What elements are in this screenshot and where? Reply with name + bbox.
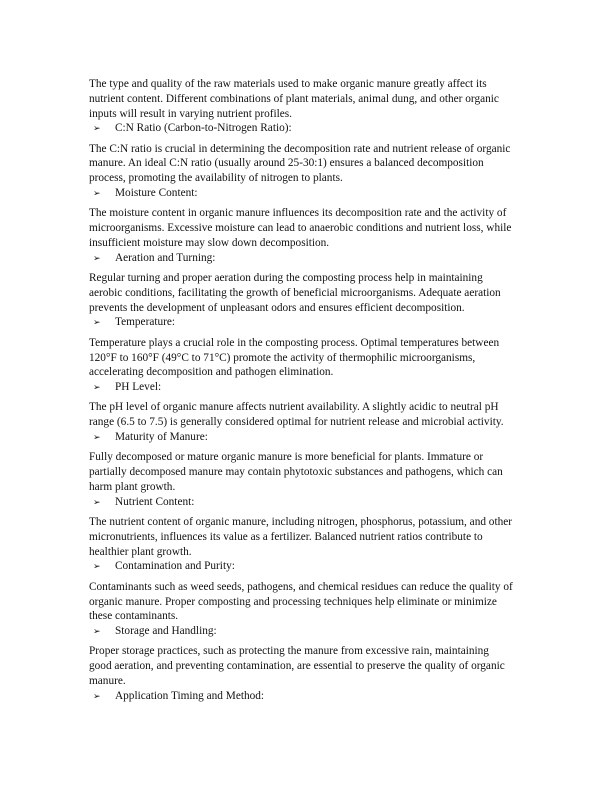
bullet-heading-text: Nutrient Content:	[115, 495, 195, 508]
paragraph	[89, 142, 559, 186]
paragraph-line: Regular turning and proper aeration during the composting process help in maintaining	[89, 272, 483, 285]
paragraph-line: The type and quality of the raw materials used to make organic manure greatly affect its	[89, 78, 487, 90]
bullet-heading	[89, 430, 559, 445]
bullet-heading	[89, 559, 559, 574]
arrow-bullet-icon: ➢	[93, 123, 101, 134]
bullet-heading	[89, 380, 559, 395]
paragraph-line: manure.	[89, 674, 126, 687]
paragraph-line: Fully decomposed or mature organic manure is more beneficial for plants. Immature or	[89, 451, 484, 464]
paragraph	[89, 400, 559, 430]
arrow-bullet-icon: ➢	[93, 690, 101, 701]
arrow-bullet-icon: ➢	[93, 496, 101, 507]
paragraph-line: prevents the development of unpleasant odors and ensures efficient decomposition.	[89, 301, 465, 314]
bullet-heading	[89, 624, 559, 639]
paragraph-line: The moisture content in organic manure influences its decomposition rate and the activity of	[89, 207, 507, 220]
bullet-heading-text: Storage and Handling:	[115, 625, 217, 638]
paragraph-line: organic manure. Proper composting and processing techniques help eliminate or minimize	[89, 595, 497, 608]
bullet-heading-text: Aeration and Turning:	[115, 251, 216, 264]
paragraph-line: Temperature plays a crucial role in the composting process. Optimal temperatures between	[89, 336, 500, 349]
arrow-bullet-icon: ➢	[93, 626, 101, 637]
bullet-heading-text: Contamination and Purity:	[115, 560, 235, 573]
bullet-heading	[89, 121, 559, 136]
arrow-bullet-icon: ➢	[93, 382, 101, 393]
paragraph	[89, 206, 559, 250]
paragraph-line: aerobic conditions, facilitating the growth of beneficial microorganisms. Adequate aeration	[89, 286, 501, 299]
bullet-heading	[89, 495, 559, 510]
paragraph-line: The pH level of organic manure affects nutrient availability. A slightly acidic to neutral pH	[89, 401, 499, 414]
paragraph-line: Proper storage practices, such as protecting the manure from excessive rain, maintaining	[89, 645, 489, 658]
paragraph-line: insufficient moisture may slow down decomposition.	[89, 236, 330, 249]
bullet-heading	[89, 315, 559, 330]
paragraph-line: these contaminants.	[89, 610, 179, 623]
bullet-heading-text: Application Timing and Method:	[115, 689, 265, 702]
bullet-heading	[89, 251, 559, 266]
bullet-heading-text: Moisture Content:	[115, 187, 198, 200]
bullet-heading	[89, 689, 559, 704]
paragraph	[89, 450, 559, 494]
arrow-bullet-icon: ➢	[93, 317, 101, 328]
bullet-heading-text: C:N Ratio (Carbon-to-Nitrogen Ratio):	[115, 122, 292, 135]
paragraph-line: healthier plant growth.	[89, 545, 192, 558]
paragraph-line: Contaminants such as weed seeds, pathogens, and chemical residues can reduce the quality of	[89, 580, 513, 593]
arrow-bullet-icon: ➢	[93, 188, 101, 199]
paragraph-line: 120°F to 160°F (49°C to 71°C) promote the activity of thermophilic microorganisms,	[89, 351, 476, 364]
bullet-heading-text: PH Level:	[115, 381, 162, 394]
paragraph-line: harm plant growth.	[89, 480, 176, 493]
paragraph-line: inputs will result in varying nutrient profiles.	[89, 107, 293, 120]
paragraph	[89, 77, 559, 121]
paragraph	[89, 515, 559, 559]
paragraph-line: range (6.5 to 7.5) is generally considered optimal for nutrient release and microbial activity.	[89, 416, 504, 429]
paragraph-line: accelerating decomposition and pathogen elimination.	[89, 366, 334, 379]
paragraph-line: manure. An ideal C:N ratio (usually around 25-30:1) ensures a balanced decomposition	[89, 157, 484, 170]
paragraph	[89, 580, 559, 624]
bullet-heading-text: Temperature:	[115, 316, 176, 329]
bullet-heading	[89, 186, 559, 201]
arrow-bullet-icon: ➢	[93, 561, 101, 572]
paragraph	[89, 271, 559, 315]
paragraph-line: The C:N ratio is crucial in determining the decomposition rate and nutrient release of organic	[89, 142, 511, 155]
document-page	[89, 77, 559, 709]
paragraph	[89, 336, 559, 380]
arrow-bullet-icon: ➢	[93, 252, 101, 263]
arrow-bullet-icon: ➢	[93, 432, 101, 443]
paragraph-line: The nutrient content of organic manure, including nitrogen, phosphorus, potassium, and other	[89, 516, 513, 529]
paragraph-line: micronutrients, influences its value as a fertilizer. Balanced nutrient ratios contribute to	[89, 530, 483, 543]
paragraph-line: process, promoting the availability of nitrogen to plants.	[89, 172, 343, 185]
paragraph	[89, 644, 559, 688]
paragraph-line: nutrient content. Different combinations of plant materials, animal dung, and other organic	[89, 92, 499, 105]
paragraph-line: good aeration, and preventing contamination, are essential to preserve the quality of organic	[89, 660, 505, 673]
paragraph-line: microorganisms. Excessive moisture can lead to anaerobic conditions and nutrient loss, while	[89, 222, 512, 235]
bullet-heading-text: Maturity of Manure:	[115, 431, 208, 444]
paragraph-line: partially decomposed manure may contain phytotoxic substances and pathogens, which can	[89, 466, 503, 479]
